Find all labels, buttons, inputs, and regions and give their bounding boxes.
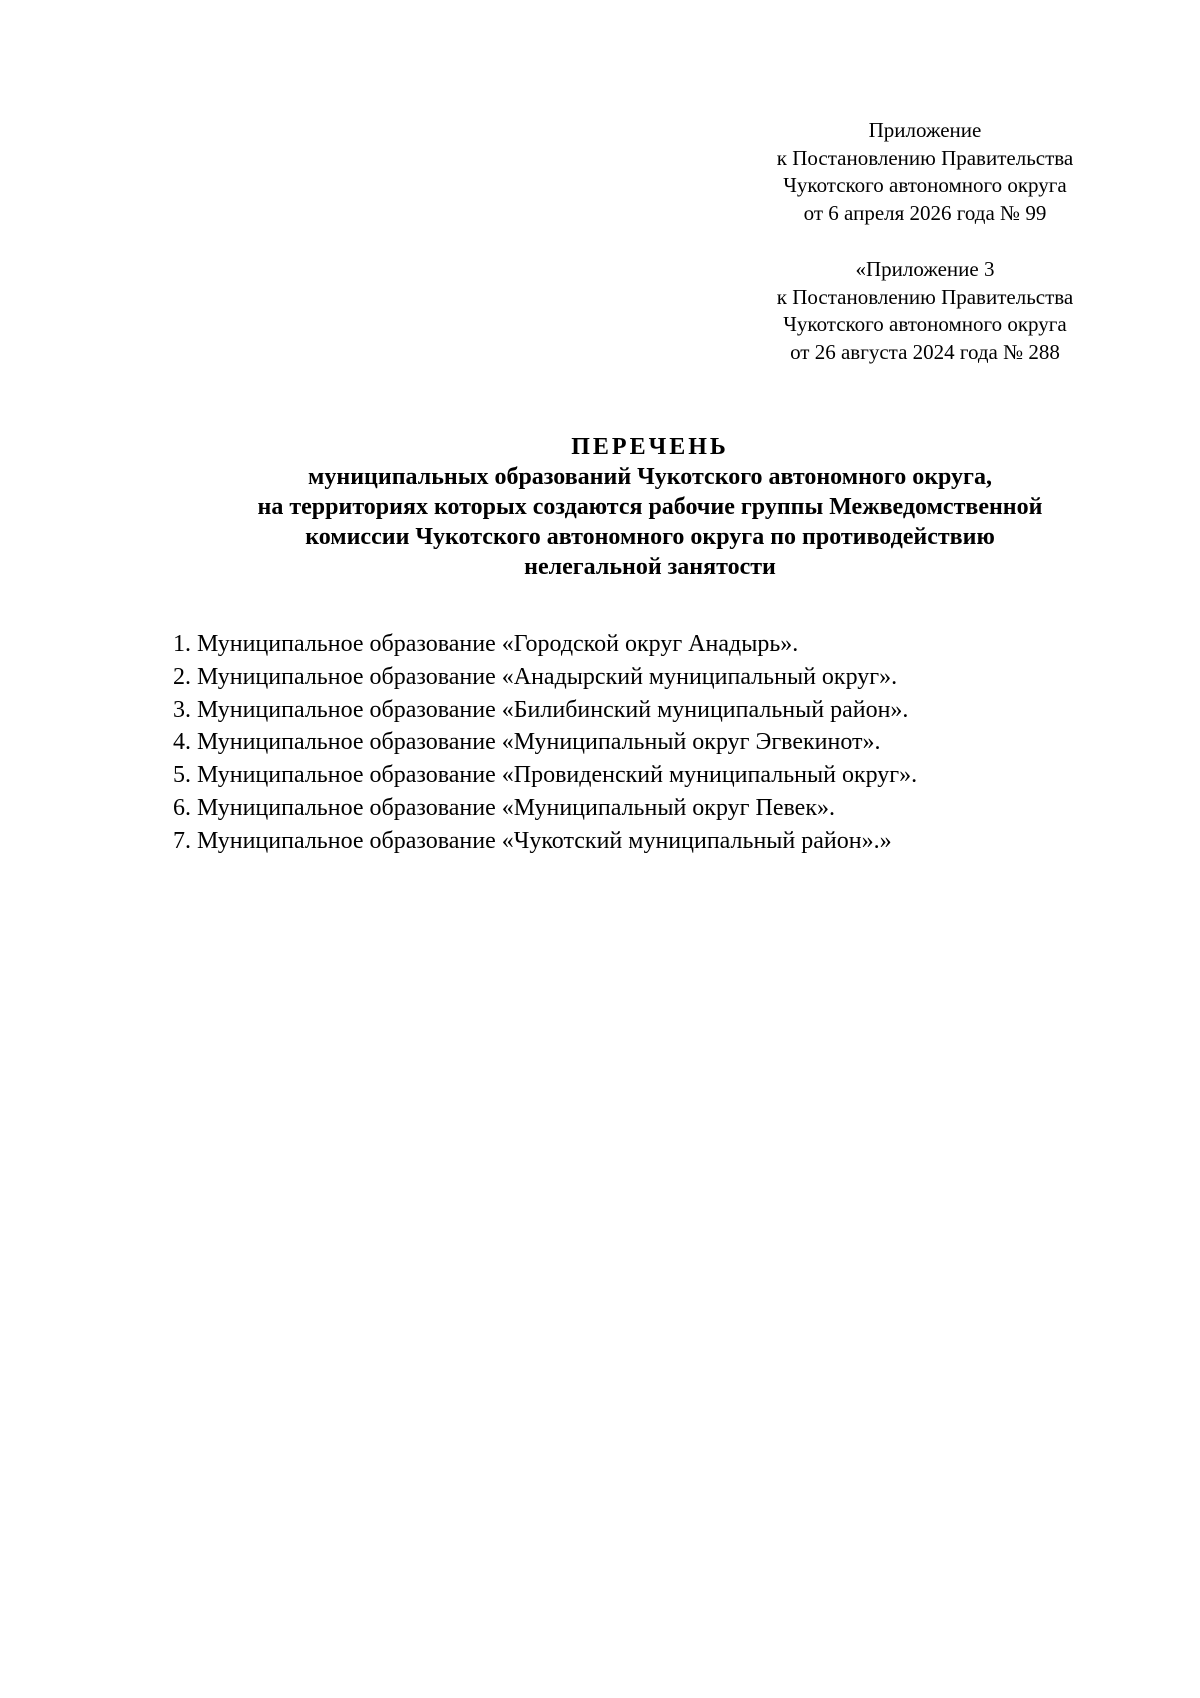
list-item: 5. Муниципальное образование «Провиденский муниципальный округ». [173, 762, 918, 789]
list-item: 6. Муниципальное образование «Муниципальный округ Певек». [173, 794, 835, 821]
title-line: нелегальной занятости [524, 554, 776, 580]
original-appendix-stamp-line: Чукотского автономного округа [783, 312, 1067, 336]
list-item: 7. Муниципальное образование «Чукотский муниципальный район».» [173, 827, 892, 854]
original-appendix-stamp-line: к Постановлению Правительства [776, 284, 1074, 309]
list-item: 2. Муниципальное образование «Анадырский муниципальный округ». [173, 663, 898, 690]
appendix-stamp-line: от 6 апреля 2026 года № 99 [803, 200, 1047, 225]
list-item: 4. Муниципальное образование «Муниципальный округ Эгвекинот». [173, 729, 881, 756]
title-line: муниципальных образований Чукотского автономного округа, [308, 464, 992, 490]
document-title [100, 432, 1200, 582]
title-line: комиссии Чукотского автономного округа по противодействию [305, 524, 995, 550]
appendix-stamp [740, 117, 1110, 227]
list-item: 1. Муниципальное образование «Городской округ Анадырь». [173, 631, 799, 657]
title-heading: ПЕРЕЧЕНЬ [571, 434, 729, 460]
list-item: 3. Муниципальное образование «Билибинский муниципальный район». [173, 696, 909, 723]
title-line: на территориях которых создаются рабочие группы Межведомственной [257, 494, 1043, 520]
appendix-stamp-line: Чукотского автономного округа [783, 173, 1067, 197]
original-appendix-stamp [740, 256, 1110, 366]
appendix-stamp-line: к Постановлению Правительства [776, 145, 1074, 170]
municipality-list [173, 628, 917, 858]
original-appendix-stamp-line: от 26 августа 2024 года № 288 [790, 339, 1060, 364]
appendix-stamp-line: Приложение [868, 118, 982, 142]
original-appendix-stamp-line: «Приложение 3 [855, 257, 995, 281]
